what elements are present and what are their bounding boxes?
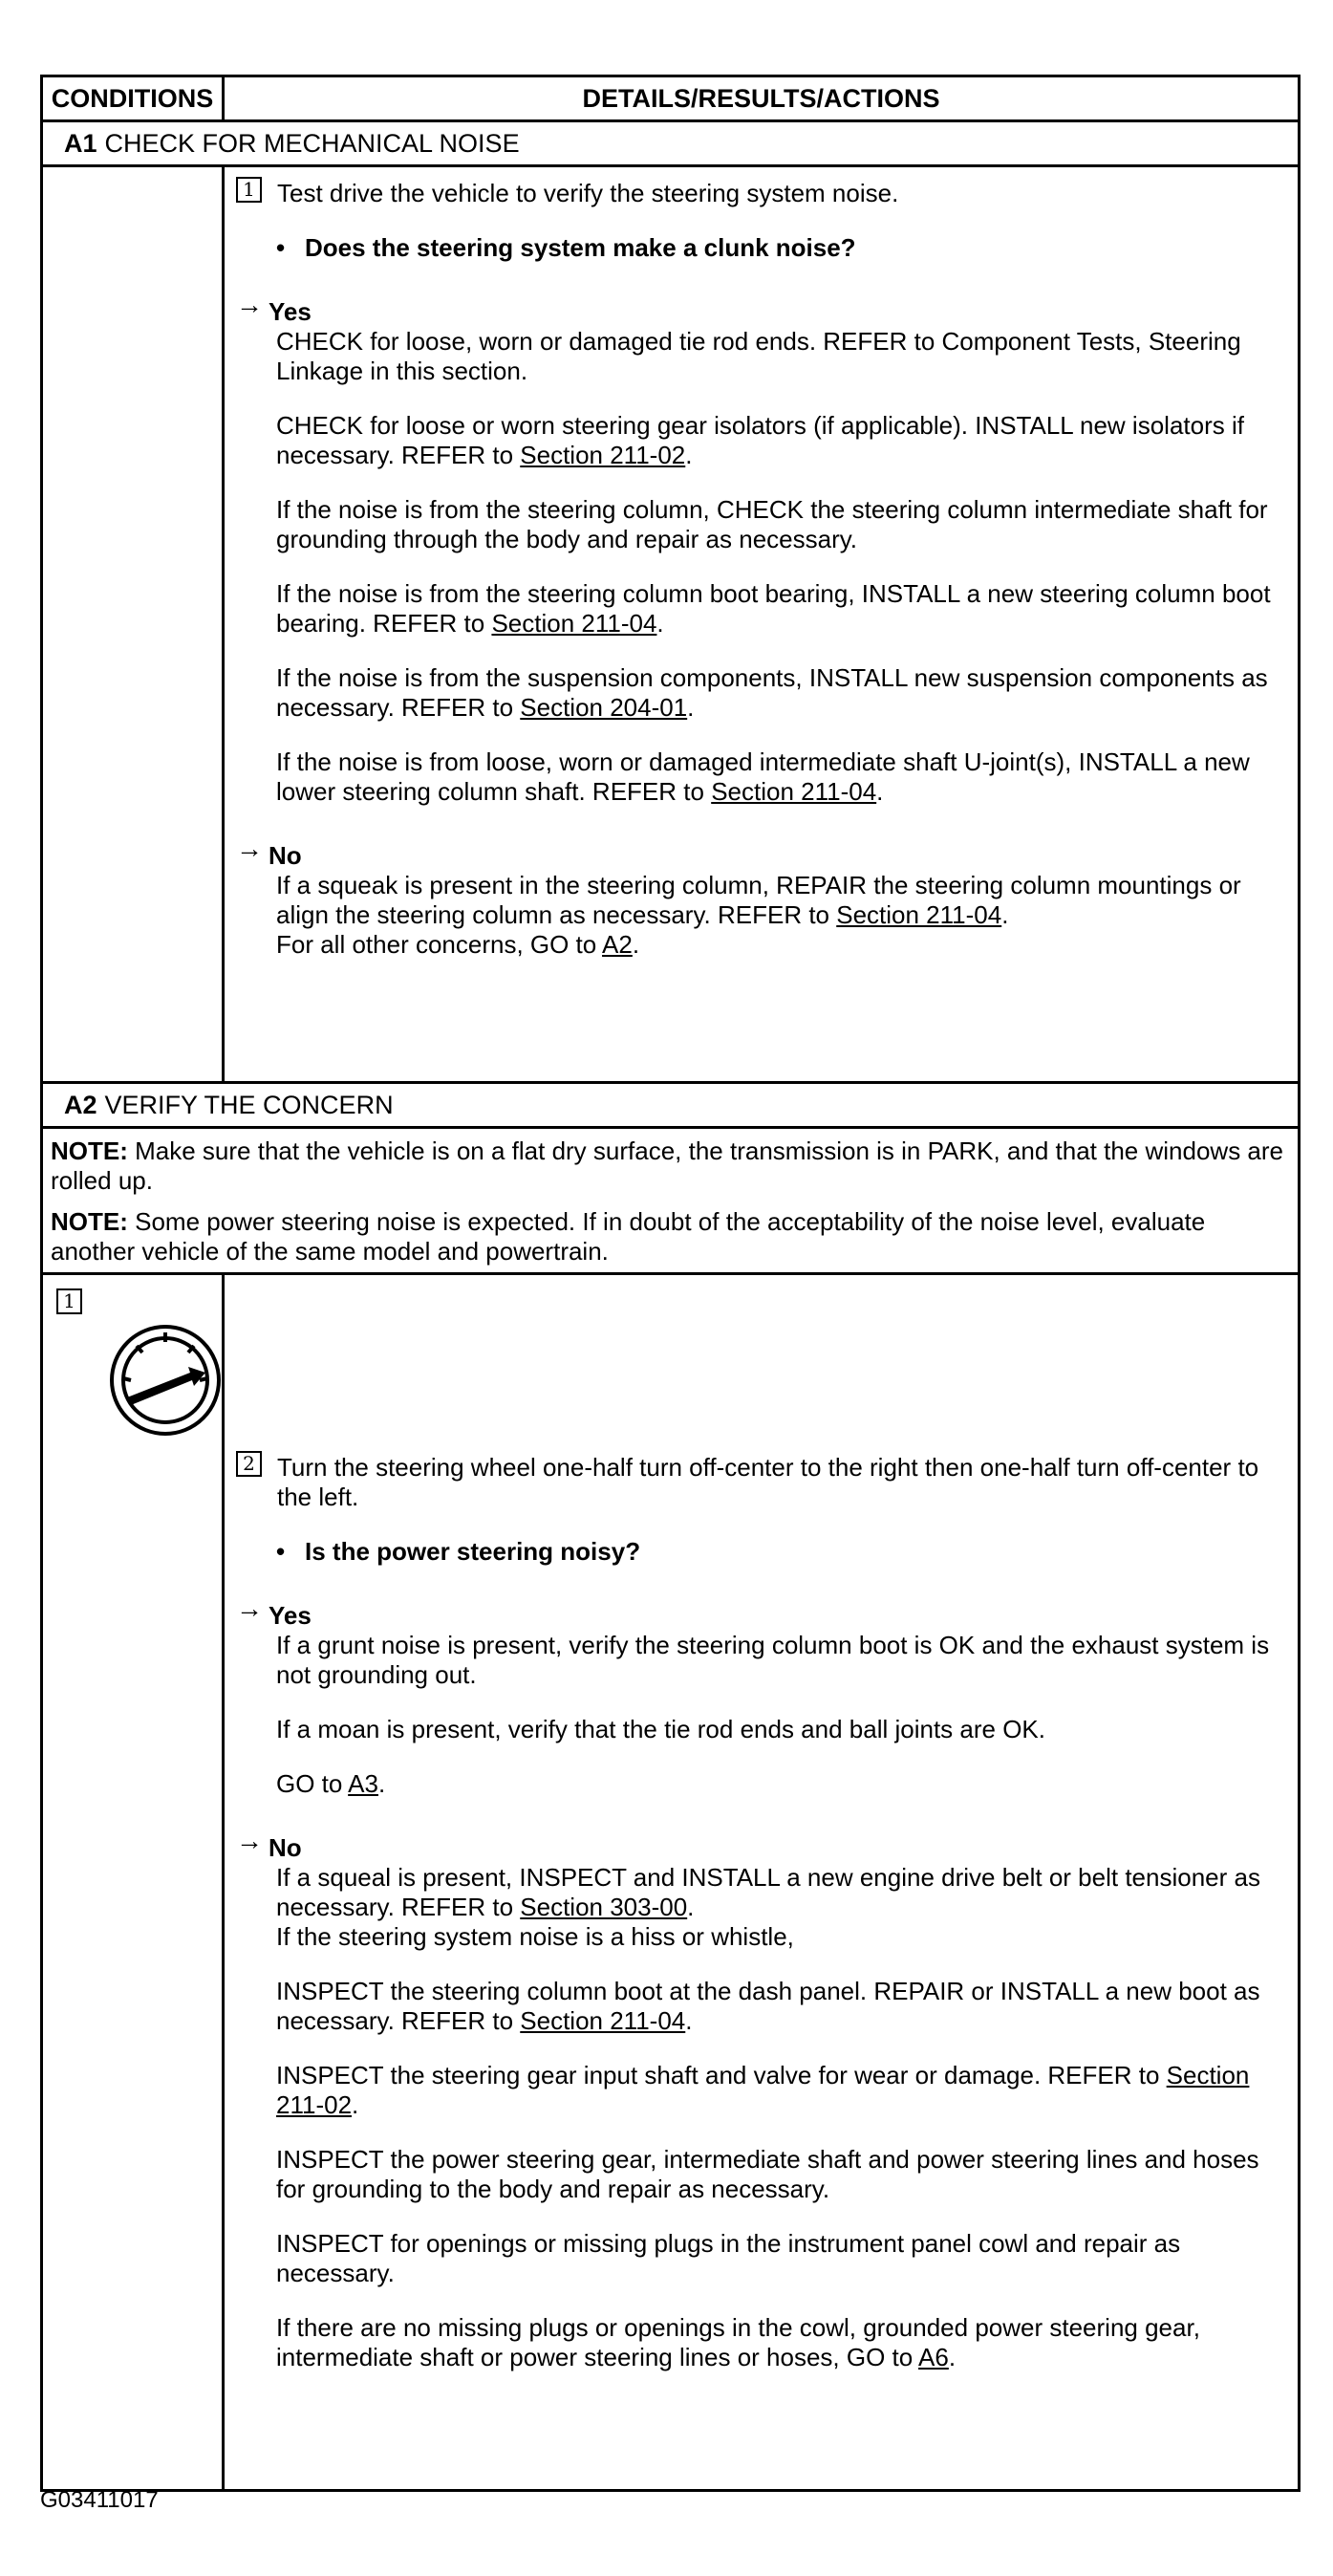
action-paragraph: CHECK for loose or worn steering gear isolators (if applicable). INSTALL new isolators if necessary. REFER to Section 211-02.: [276, 411, 1244, 469]
section-a2-body: [43, 1275, 1298, 2489]
question-text: Does the steering system make a clunk noise?: [305, 233, 856, 262]
step-number-box: 2: [236, 1451, 262, 1477]
action-paragraph: INSPECT the power steering gear, intermediate shaft and power steering lines and hoses for grounding to the body and repair as necessary.: [276, 2145, 1259, 2203]
section-a2-header: [43, 1084, 1298, 1129]
diagnostic-table: [40, 75, 1301, 2492]
bullet-icon: •: [276, 1537, 286, 1566]
action-paragraph: If there are no missing plugs or openings in the cowl, grounded power steering gear, intermediate shaft or power steering lines or hoses, GO to A6.: [276, 2313, 1200, 2371]
no-result: [236, 1826, 1288, 2372]
section-link[interactable]: Section 303-00: [520, 1893, 688, 1921]
action-paragraph: For all other concerns, GO to A2.: [276, 930, 640, 959]
section-link[interactable]: Section 211-04: [711, 777, 877, 806]
steering-wheel-icon: [108, 1323, 223, 1438]
no-actions: [276, 1863, 1288, 2372]
action-paragraph: INSPECT the steering column boot at the dash panel. REPAIR or INSTALL a new boot as necessary. REFER to Section 211-04.: [276, 1977, 1260, 2035]
step-line: [236, 1451, 1288, 1512]
step-line: [236, 177, 1288, 208]
arrow-right-icon: →: [236, 833, 263, 863]
no-actions: [276, 871, 1288, 960]
note: NOTE: Some power steering noise is expected. If in doubt of the acceptability of the noise level, evaluate another vehicle of the same model and powertrain.: [51, 1207, 1206, 1266]
no-label: No: [269, 841, 302, 870]
action-paragraph: If a squeal is present, INSPECT and INSTALL a new engine drive belt or belt tensioner as necessary. REFER to Section 303-00. If the steering system noise is a hiss or whistle,: [276, 1863, 1260, 1951]
action-paragraph: CHECK for loose, worn or damaged tie rod ends. REFER to Component Tests, Steering Linkage in this section.: [276, 327, 1241, 385]
yes-label: Yes: [269, 297, 312, 326]
action-paragraph: If the noise is from the suspension components, INSTALL new suspension components as necessary. REFER to Section 204-01.: [276, 663, 1268, 722]
question: [276, 233, 1288, 263]
section-title: CHECK FOR MECHANICAL NOISE: [104, 128, 520, 158]
section-a1-body: [43, 167, 1298, 1084]
section-code: A1: [64, 128, 97, 158]
yes-result: [236, 290, 1288, 807]
section-link[interactable]: Section 204-01: [520, 693, 688, 722]
yes-result: [236, 1593, 1288, 1799]
note: NOTE: Make sure that the vehicle is on a flat dry surface, the transmission is in PARK, and that the windows are rolled up.: [51, 1136, 1283, 1195]
arrow-right-icon: →: [236, 1826, 263, 1855]
action-paragraph: INSPECT for openings or missing plugs in the instrument panel cowl and repair as necessary.: [276, 2229, 1181, 2287]
step-link[interactable]: A6: [918, 2343, 949, 2371]
details-header: DETAILS/RESULTS/ACTIONS: [582, 83, 940, 113]
step-link[interactable]: A3: [348, 1769, 378, 1798]
step-link[interactable]: A2: [602, 930, 633, 959]
section-link[interactable]: Section 211-04: [520, 2006, 686, 2035]
no-result: [236, 833, 1288, 960]
details-cell: [225, 167, 1298, 1081]
conditions-cell: [43, 1275, 225, 2489]
yes-label: Yes: [269, 1601, 312, 1630]
question: [276, 1537, 1288, 1567]
action-paragraph: If a moan is present, verify that the tie rod ends and ball joints are OK.: [276, 1715, 1045, 1743]
step-number-box: 1: [236, 177, 262, 203]
notes-cell: [43, 1129, 1298, 1272]
section-code: A2: [64, 1090, 97, 1119]
action-paragraph: INSPECT the steering gear input shaft and valve for wear or damage. REFER to Section 211-02.: [276, 2061, 1250, 2119]
action-paragraph: If a squeak is present in the steering column, REPAIR the steering column mountings or align the steering column as necessary. REFER to Section 211-04.: [276, 871, 1241, 929]
question-text: Is the power steering noisy?: [305, 1537, 641, 1566]
action-paragraph: If the noise is from loose, worn or damaged intermediate shaft U-joint(s), INSTALL a new lower steering column shaft. REFER to Section 211-04.: [276, 747, 1250, 806]
notes-row: [43, 1129, 1298, 1275]
arrow-right-icon: →: [236, 290, 263, 319]
action-paragraph: If the noise is from the steering column boot bearing, INSTALL a new steering column boot bearing. REFER to Section 211-04.: [276, 579, 1271, 638]
section-link[interactable]: Section 211-02: [276, 2061, 1250, 2119]
step-text: Test drive the vehicle to verify the steering system noise.: [277, 179, 899, 207]
yes-actions: [276, 1631, 1288, 1799]
action-paragraph: GO to A3.: [276, 1769, 386, 1798]
step-text: Turn the steering wheel one-half turn off-center to the right then one-half turn off-center to the left.: [277, 1453, 1259, 1511]
yes-actions: [276, 327, 1288, 807]
figure-id: G03411017: [40, 2487, 159, 2513]
condition-step-box: 1: [56, 1288, 82, 1314]
table-header: [43, 77, 1298, 122]
details-cell: [225, 1275, 1298, 2489]
section-link[interactable]: Section 211-04: [836, 900, 1002, 929]
section-link[interactable]: Section 211-04: [491, 609, 657, 638]
section-a1-header: [43, 122, 1298, 167]
action-paragraph: If the noise is from the steering column, CHECK the steering column intermediate shaft for grounding through the body and repair as necessary.: [276, 495, 1268, 553]
bullet-icon: •: [276, 233, 286, 262]
action-paragraph: If a grunt noise is present, verify the steering column boot is OK and the exhaust system is not grounding out.: [276, 1631, 1270, 1689]
conditions-cell: [43, 167, 225, 1081]
section-title: VERIFY THE CONCERN: [104, 1090, 394, 1119]
section-link[interactable]: Section 211-02: [520, 441, 686, 469]
arrow-right-icon: →: [236, 1593, 263, 1623]
no-label: No: [269, 1833, 302, 1862]
conditions-header: CONDITIONS: [43, 77, 225, 119]
